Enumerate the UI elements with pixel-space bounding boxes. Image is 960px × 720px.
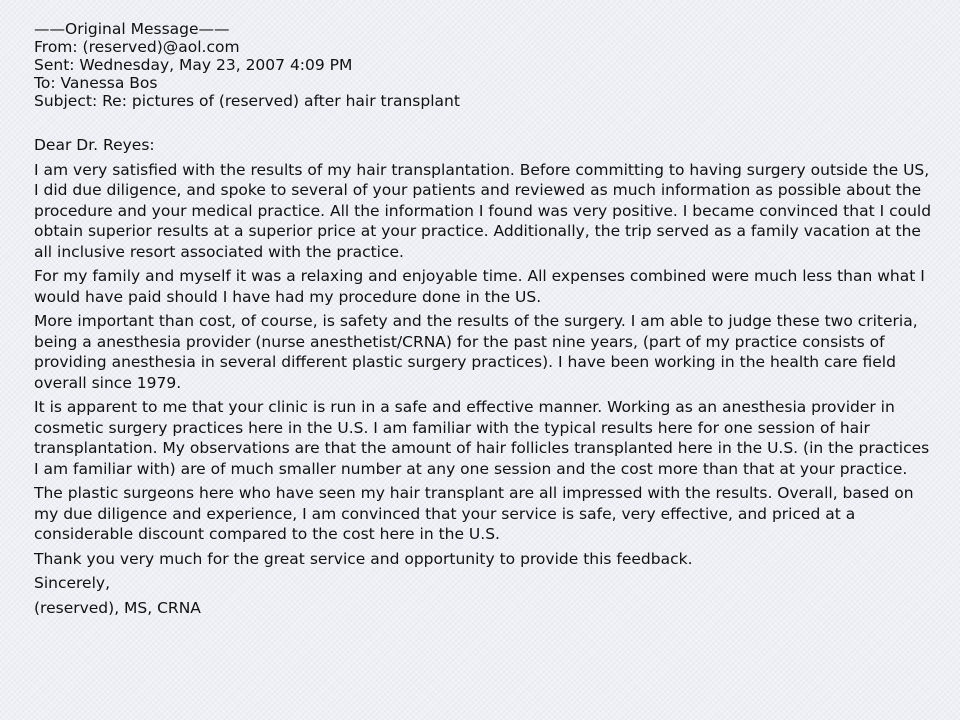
email-header — [34, 20, 934, 110]
from-line: From: (reserved)@aol.com — [34, 38, 240, 56]
body-paragraph: For my family and myself it was a relaxing and enjoyable time. All expenses combined were much less than what I would have paid should I have had my procedure done in the US. — [34, 267, 925, 306]
body-paragraph: It is apparent to me that your clinic is run in a safe and effective manner. Working as an anesthesia provider in cosmetic surgery practices here in the U.S. I am familiar with the typical results here for one session of hair transplantation. My observations are that the amount of hair follicles transplanted here in the U.S. (in the practices I am familiar with) are of much smaller number at any one session and the cost more than that at your practice. — [34, 398, 930, 478]
body-paragraph: More important than cost, of course, is safety and the results of the surgery. I am able to judge these two criteria, being a anesthesia provider (nurse anesthetist/CRNA) for the past nine years, (part of my practice consists of providing anesthesia in several different plastic surgery practices). I have been working in the health care field overall since 1979. — [34, 312, 918, 392]
greeting: Dear Dr. Reyes: — [34, 136, 155, 154]
body-paragraph: The plastic surgeons here who have seen my hair transplant are all impressed with the results. Overall, based on my due diligence and experience, I am convinced that your service is safe, very effective, and priced at a considerable discount compared to the cost here in the U.S. — [34, 484, 914, 543]
original-message-label: ——Original Message—— — [34, 20, 230, 38]
body-paragraph: Thank you very much for the great service and opportunity to provide this feedback. — [34, 549, 693, 568]
body-paragraph: I am very satisfied with the results of my hair transplantation. Before committing to having surgery outside the US, I did due diligence, and spoke to several of your patients and reviewed as much information as possible about the procedure and your medical practice. All the information I found was very positive. I became convinced that I could obtain superior results at a superior price at your practice. Additionally, the trip served as a family vacation at the all inclusive resort associated with the practice. — [34, 160, 932, 261]
signature: (reserved), MS, CRNA — [34, 598, 201, 617]
closing: Sincerely, — [34, 574, 111, 592]
subject-line: Subject: Re: pictures of (reserved) after hair transplant — [34, 92, 460, 110]
to-line: To: Vanessa Bos — [34, 74, 158, 92]
email-document — [34, 20, 934, 622]
email-body — [34, 135, 934, 618]
sent-line: Sent: Wednesday, May 23, 2007 4:09 PM — [34, 56, 353, 74]
header-spacer — [34, 110, 934, 135]
